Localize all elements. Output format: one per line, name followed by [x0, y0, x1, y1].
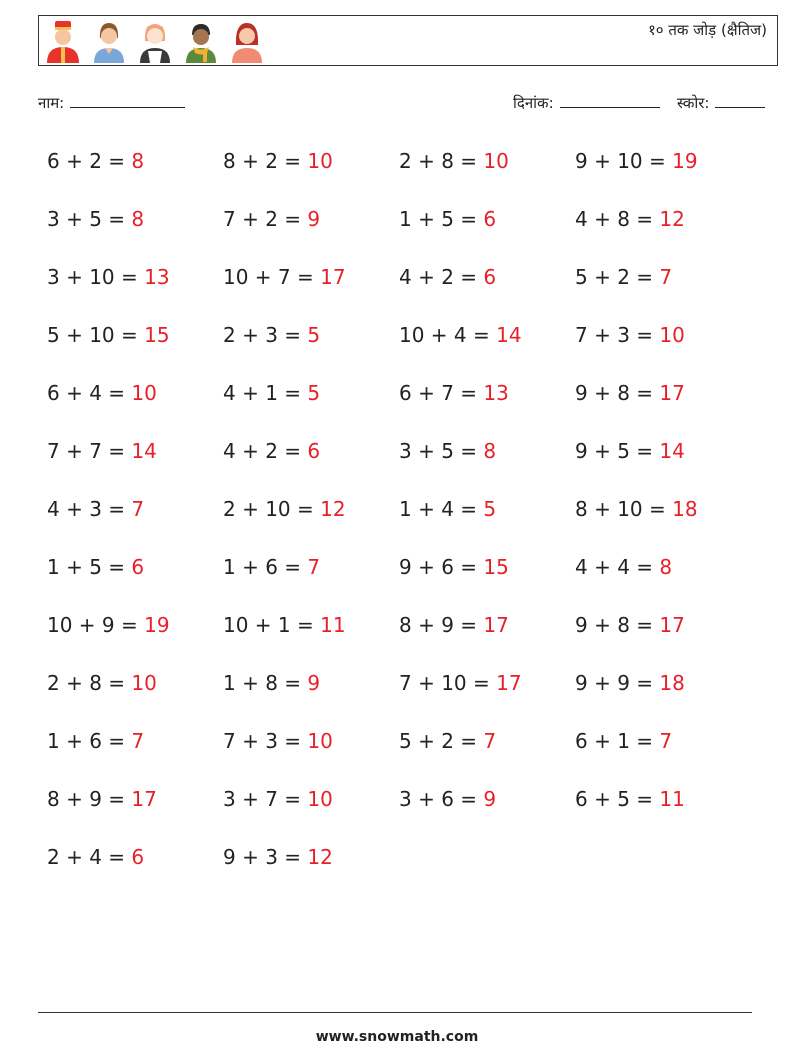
- problem-question: 5 + 2 =: [575, 265, 654, 289]
- problem-question: 6 + 5 =: [575, 787, 654, 811]
- problem-question: 3 + 5 =: [47, 207, 126, 231]
- date-label: दिनांक:: [513, 94, 554, 112]
- problem-answer: 8: [483, 439, 497, 463]
- problem-answer: 15: [483, 555, 509, 579]
- problem-answer: 6: [131, 845, 145, 869]
- problem-item: [47, 783, 223, 841]
- problem-answer: 9: [483, 787, 497, 811]
- problem-answer: 8: [131, 207, 145, 231]
- problem-answer: 17: [659, 381, 685, 405]
- problem-item: [223, 145, 399, 203]
- problem-question: 8 + 2 =: [223, 149, 302, 173]
- problem-item: [47, 667, 223, 725]
- problem-question: 10 + 1 =: [223, 613, 314, 637]
- scarf-man-avatar-icon: [181, 19, 221, 65]
- problem-question: 2 + 4 =: [47, 845, 126, 869]
- problem-question: 9 + 5 =: [575, 439, 654, 463]
- problem-answer: 6: [483, 265, 497, 289]
- problem-item: [399, 493, 575, 551]
- score-blank-line[interactable]: [715, 93, 765, 108]
- problem-item: [575, 261, 751, 319]
- problem-item: [223, 667, 399, 725]
- problem-answer: 10: [307, 787, 333, 811]
- problem-item: [47, 841, 223, 899]
- problem-answer: 12: [320, 497, 346, 521]
- problem-question: 1 + 5 =: [399, 207, 478, 231]
- problem-answer: 15: [144, 323, 170, 347]
- problem-question: 1 + 4 =: [399, 497, 478, 521]
- problem-item: [47, 203, 223, 261]
- problem-answer: 10: [307, 149, 333, 173]
- chef-avatar-icon: [43, 19, 83, 65]
- problem-item: [575, 377, 751, 435]
- problem-answer: 11: [320, 613, 346, 637]
- problem-answer: 17: [659, 613, 685, 637]
- problem-question: 8 + 9 =: [47, 787, 126, 811]
- problem-answer: 7: [483, 729, 497, 753]
- problem-item: [575, 667, 751, 725]
- problem-question: 7 + 7 =: [47, 439, 126, 463]
- problem-answer: 6: [307, 439, 321, 463]
- problem-answer: 10: [131, 381, 157, 405]
- problem-question: 9 + 10 =: [575, 149, 666, 173]
- problem-answer: 9: [307, 207, 321, 231]
- problem-answer: 7: [131, 497, 145, 521]
- problem-question: 1 + 6 =: [47, 729, 126, 753]
- problem-answer: 8: [659, 555, 673, 579]
- problem-item: [223, 493, 399, 551]
- problem-answer: 12: [307, 845, 333, 869]
- name-label: नाम:: [38, 94, 65, 112]
- problem-item: [47, 261, 223, 319]
- problem-answer: 7: [131, 729, 145, 753]
- sheet-title: १० तक जोड़ (क्षैतिज): [647, 21, 767, 39]
- problem-question: 4 + 1 =: [223, 381, 302, 405]
- problem-answer: 13: [483, 381, 509, 405]
- problem-answer: 19: [672, 149, 698, 173]
- problem-answer: 14: [496, 323, 522, 347]
- problem-question: 4 + 8 =: [575, 207, 654, 231]
- problem-item: [223, 319, 399, 377]
- problem-item: [399, 435, 575, 493]
- name-field: [38, 93, 185, 113]
- problem-question: 9 + 8 =: [575, 381, 654, 405]
- problem-question: 1 + 6 =: [223, 555, 302, 579]
- problem-answer: 10: [131, 671, 157, 695]
- problem-question: 6 + 2 =: [47, 149, 126, 173]
- problem-item: [575, 203, 751, 261]
- problem-answer: 10: [307, 729, 333, 753]
- problem-answer: 9: [307, 671, 321, 695]
- problem-item: [399, 551, 575, 609]
- problem-answer: 12: [659, 207, 685, 231]
- problem-answer: 10: [659, 323, 685, 347]
- date-field: [513, 93, 660, 113]
- problem-question: 1 + 8 =: [223, 671, 302, 695]
- problem-question: 9 + 9 =: [575, 671, 654, 695]
- problem-item: [399, 203, 575, 261]
- problem-answer: 19: [144, 613, 170, 637]
- name-blank-line[interactable]: [70, 93, 185, 108]
- problem-item: [399, 667, 575, 725]
- problem-question: 8 + 9 =: [399, 613, 478, 637]
- problem-question: 10 + 7 =: [223, 265, 314, 289]
- problem-item: [223, 203, 399, 261]
- problem-item: [575, 783, 751, 841]
- footer-url: www.snowmath.com: [315, 1029, 479, 1045]
- problem-item: [399, 609, 575, 667]
- problem-question: 2 + 3 =: [223, 323, 302, 347]
- problem-item: [47, 551, 223, 609]
- problem-grid: [47, 145, 751, 899]
- problem-item: [223, 609, 399, 667]
- problem-question: 7 + 2 =: [223, 207, 302, 231]
- problem-item: [223, 551, 399, 609]
- problem-item: [223, 783, 399, 841]
- problem-item: [575, 609, 751, 667]
- problem-item: [575, 725, 751, 783]
- problem-answer: 6: [131, 555, 145, 579]
- problem-question: 5 + 2 =: [399, 729, 478, 753]
- problem-answer: 18: [659, 671, 685, 695]
- problem-question: 6 + 1 =: [575, 729, 654, 753]
- problem-answer: 8: [131, 149, 145, 173]
- date-blank-line[interactable]: [560, 93, 660, 108]
- problem-item: [223, 261, 399, 319]
- problem-question: 3 + 6 =: [399, 787, 478, 811]
- problem-question: 4 + 2 =: [399, 265, 478, 289]
- problem-answer: 17: [320, 265, 346, 289]
- problem-answer: 7: [307, 555, 321, 579]
- problem-question: 4 + 4 =: [575, 555, 654, 579]
- problem-question: 10 + 9 =: [47, 613, 138, 637]
- problem-answer: 6: [483, 207, 497, 231]
- problem-question: 9 + 8 =: [575, 613, 654, 637]
- problem-item: [399, 145, 575, 203]
- header-box: [38, 15, 778, 66]
- problem-answer: 17: [131, 787, 157, 811]
- waitress-avatar-icon: [135, 19, 175, 65]
- problem-question: 3 + 7 =: [223, 787, 302, 811]
- problem-answer: 17: [483, 613, 509, 637]
- problem-question: 2 + 8 =: [47, 671, 126, 695]
- problem-question: 2 + 8 =: [399, 149, 478, 173]
- problem-item: [399, 261, 575, 319]
- problem-item: [47, 493, 223, 551]
- problem-answer: 7: [659, 729, 673, 753]
- problem-question: 8 + 10 =: [575, 497, 666, 521]
- problem-question: 4 + 3 =: [47, 497, 126, 521]
- problem-item: [47, 609, 223, 667]
- problem-item: [223, 435, 399, 493]
- problem-question: 4 + 2 =: [223, 439, 302, 463]
- problem-item: [399, 319, 575, 377]
- problem-item: [399, 783, 575, 841]
- problem-question: 5 + 10 =: [47, 323, 138, 347]
- footer-divider: [38, 1012, 752, 1013]
- woman-avatar-icon: [89, 19, 129, 65]
- problem-answer: 14: [659, 439, 685, 463]
- woman-red-hair-avatar-icon: [227, 19, 267, 65]
- problem-question: 10 + 4 =: [399, 323, 490, 347]
- problem-question: 2 + 10 =: [223, 497, 314, 521]
- avatar-strip: [43, 19, 267, 65]
- problem-answer: 10: [483, 149, 509, 173]
- problem-question: 9 + 3 =: [223, 845, 302, 869]
- problem-answer: 5: [307, 323, 321, 347]
- problem-item: [575, 145, 751, 203]
- problem-question: 9 + 6 =: [399, 555, 478, 579]
- problem-question: 6 + 7 =: [399, 381, 478, 405]
- problem-item: [47, 377, 223, 435]
- problem-item: [399, 725, 575, 783]
- problem-item: [223, 725, 399, 783]
- problem-item: [47, 435, 223, 493]
- problem-question: 6 + 4 =: [47, 381, 126, 405]
- problem-question: 1 + 5 =: [47, 555, 126, 579]
- problem-answer: 5: [483, 497, 497, 521]
- problem-answer: 17: [496, 671, 522, 695]
- problem-question: 7 + 10 =: [399, 671, 490, 695]
- problem-answer: 11: [659, 787, 685, 811]
- problem-item: [399, 377, 575, 435]
- problem-item: [575, 435, 751, 493]
- problem-question: 7 + 3 =: [223, 729, 302, 753]
- problem-item: [575, 319, 751, 377]
- problem-answer: 14: [131, 439, 157, 463]
- problem-question: 3 + 10 =: [47, 265, 138, 289]
- problem-item: [47, 725, 223, 783]
- problem-item: [223, 841, 399, 899]
- problem-item: [575, 493, 751, 551]
- problem-answer: 5: [307, 381, 321, 405]
- problem-question: 3 + 5 =: [399, 439, 478, 463]
- problem-item: [223, 377, 399, 435]
- problem-answer: 18: [672, 497, 698, 521]
- problem-question: 7 + 3 =: [575, 323, 654, 347]
- problem-item: [575, 551, 751, 609]
- score-label: स्कोर:: [677, 94, 710, 112]
- problem-answer: 7: [659, 265, 673, 289]
- score-field: [677, 93, 765, 113]
- problem-item: [47, 319, 223, 377]
- problem-item: [47, 145, 223, 203]
- problem-answer: 13: [144, 265, 170, 289]
